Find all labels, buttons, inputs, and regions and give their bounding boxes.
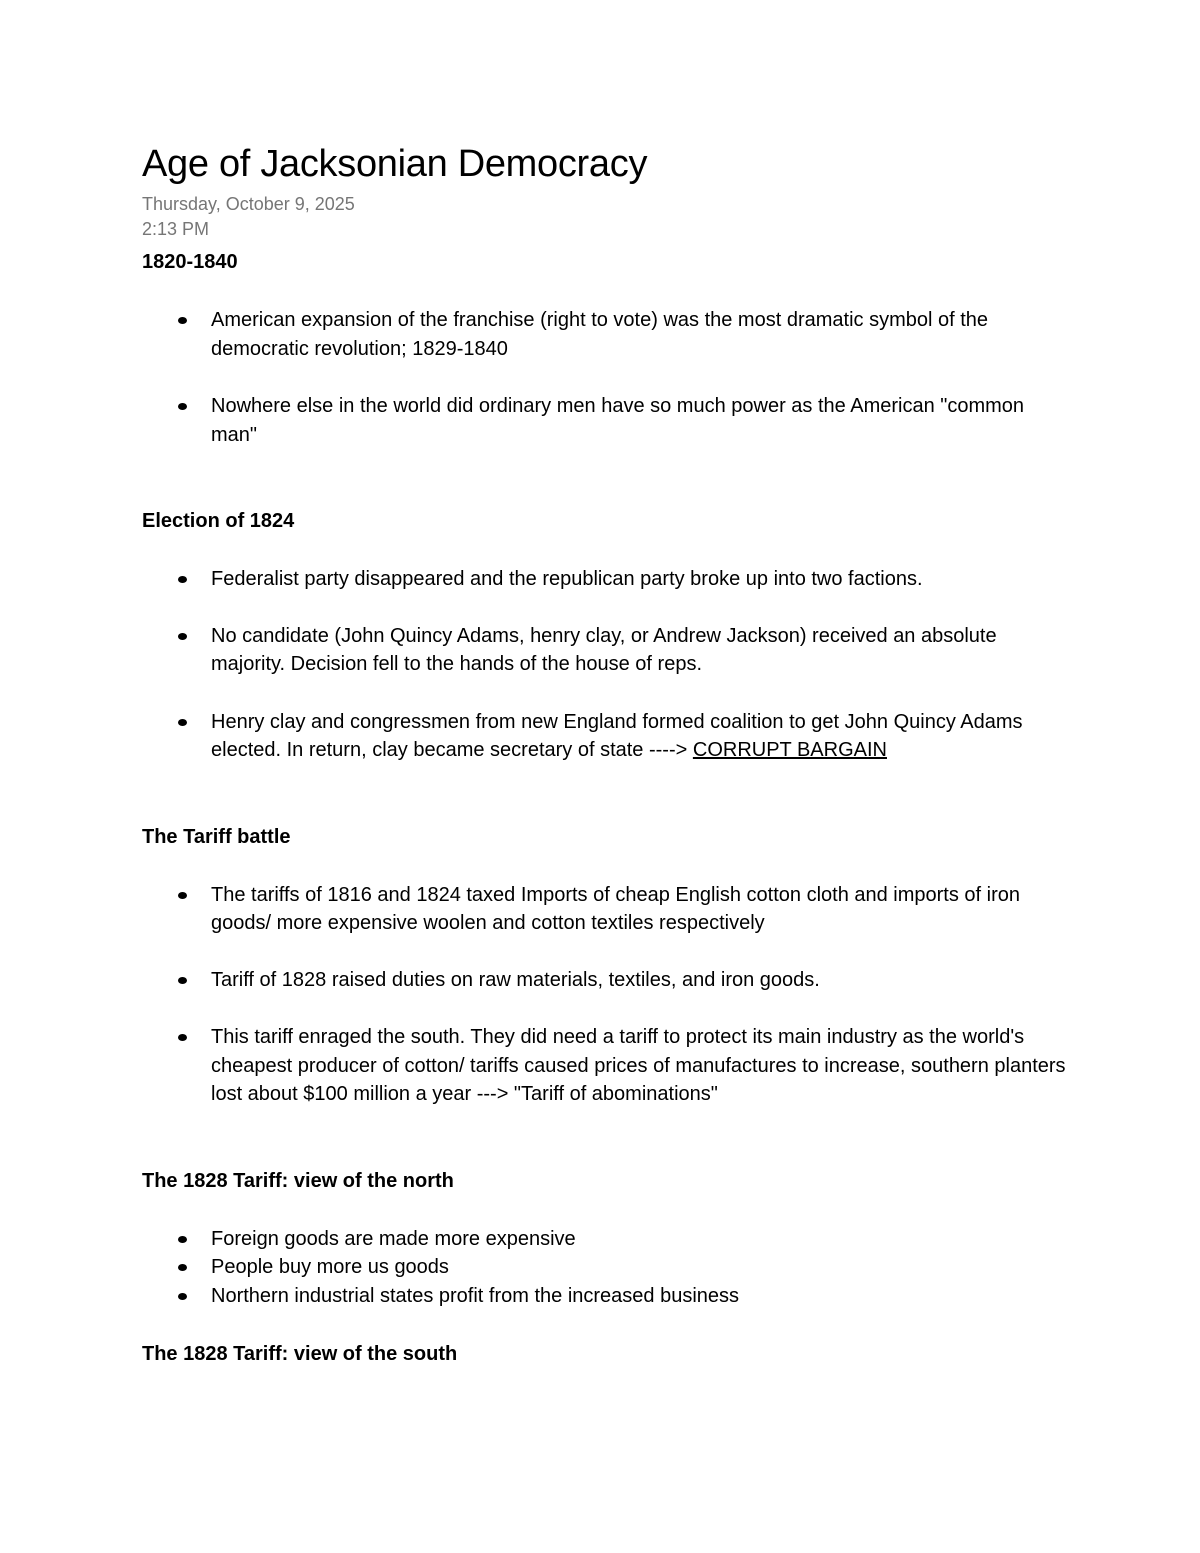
list-item (142, 708, 1072, 765)
list-item-text: No candidate (John Quincy Adams, henry clay, or Andrew Jackson) received an absolute majority. Decision fell to the hands of the house of reps. (211, 624, 997, 675)
list-item (142, 392, 1072, 449)
list-item (142, 1282, 1072, 1311)
bullet-dot-icon (178, 892, 187, 899)
list-item-text: Foreign goods are made more expensive (211, 1227, 576, 1250)
section-heading-election-1824: Election of 1824 (142, 510, 295, 532)
list-item-text: People buy more us goods (211, 1256, 449, 1278)
bullet-dot-icon (178, 977, 187, 984)
bullet-dot-icon (178, 576, 187, 583)
list-item-text: Henry clay and congressmen from new England formed coalition to get John Quincy Adams elected. In return, clay became secretary of state ----> (211, 710, 1023, 761)
list-item (142, 1225, 1072, 1254)
note-date: Thursday, October 9, 2025 (142, 194, 355, 214)
note-page (142, 140, 1072, 1368)
list-item-text: Nowhere else in the world did ordinary men have so much power as the American "common man" (211, 395, 1025, 446)
list-item (142, 966, 1072, 995)
list-item-text: The tariffs of 1816 and 1824 taxed Imports of cheap English cotton cloth and imports of iron goods/ more expensive woolen and cotton textiles respectively (211, 883, 1021, 934)
corrupt-bargain-underlined: CORRUPT BARGAIN (692, 739, 887, 761)
list-item-text: This tariff enraged the south. They did need a tariff to protect its main industry as the world's cheapest producer of cotton/ tariffs caused prices of manufactures to increase, southern planters lost about $100 million a year ---> "Tariff of abominations" (211, 1026, 1066, 1105)
bullet-list (142, 306, 1072, 449)
list-item (142, 306, 1072, 363)
section-heading-tariff-north: The 1828 Tariff: view of the north (142, 1169, 454, 1192)
list-item (142, 1023, 1072, 1109)
bullet-list (142, 565, 1072, 765)
section-heading-tariff-south: The 1828 Tariff: view of the south (142, 1343, 458, 1365)
list-item (142, 622, 1072, 679)
bullet-dot-icon (178, 1293, 187, 1300)
bullet-dot-icon (178, 317, 187, 324)
list-item (142, 1253, 1072, 1282)
list-item-text: Federalist party disappeared and the republican party broke up into two factions. (211, 568, 923, 590)
bullet-dot-icon (178, 719, 187, 726)
section-heading-tariff-battle: The Tariff battle (142, 825, 291, 848)
bullet-dot-icon (178, 403, 187, 410)
bullet-list (142, 1225, 1072, 1311)
list-item-text: Tariff of 1828 raised duties on raw materials, textiles, and iron goods. (211, 968, 820, 991)
list-item-text: Northern industrial states profit from the increased business (211, 1284, 740, 1307)
page-title: Age of Jacksonian Democracy (142, 143, 648, 185)
list-item-text: American expansion of the franchise (right to vote) was the most dramatic symbol of the democratic revolution; 1829-1840 (211, 309, 989, 360)
bullet-list (142, 881, 1072, 1109)
bullet-dot-icon (178, 633, 187, 640)
bullet-dot-icon (178, 1034, 187, 1041)
note-time: 2:13 PM (142, 219, 210, 239)
section-heading-1820-1840: 1820-1840 (142, 251, 238, 273)
bullet-dot-icon (178, 1236, 187, 1243)
list-item (142, 881, 1072, 938)
list-item (142, 565, 1072, 594)
bullet-dot-icon (178, 1264, 187, 1271)
